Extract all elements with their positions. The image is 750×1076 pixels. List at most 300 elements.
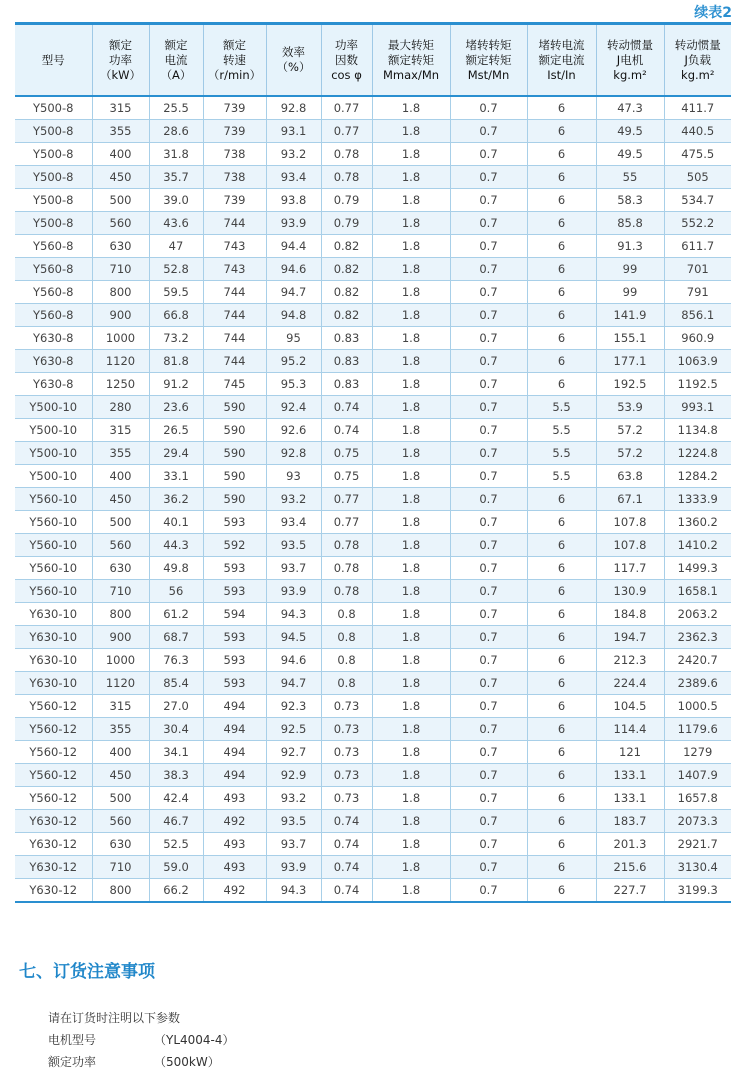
table-cell: 47.3 (596, 96, 664, 120)
table-cell: 92.9 (266, 764, 321, 787)
table-cell: 92.5 (266, 718, 321, 741)
table-cell: Y500-8 (15, 143, 92, 166)
table-cell: Y500-8 (15, 189, 92, 212)
table-cell: 900 (92, 626, 149, 649)
table-row (15, 787, 731, 810)
column-header-line: J负载 (684, 52, 711, 67)
table-cell: 1658.1 (664, 580, 731, 603)
table-cell: 0.82 (321, 304, 372, 327)
table-cell: 66.2 (149, 879, 203, 903)
table-cell: 0.83 (321, 373, 372, 396)
table-cell: 744 (203, 281, 266, 304)
table-cell: 107.8 (596, 534, 664, 557)
table-cell: 1.8 (372, 120, 450, 143)
table-cell: 93.7 (266, 557, 321, 580)
table-cell: 1.8 (372, 465, 450, 488)
column-header-line: 堵转电流 (538, 37, 585, 52)
table-cell: 6 (527, 511, 596, 534)
table-cell: 94.8 (266, 304, 321, 327)
table-row (15, 304, 731, 327)
column-header (92, 24, 149, 97)
table-cell: 1360.2 (664, 511, 731, 534)
table-cell: 38.3 (149, 764, 203, 787)
table-cell: 1.8 (372, 143, 450, 166)
table-cell: 0.7 (450, 166, 527, 189)
table-cell: 1.8 (372, 764, 450, 787)
table-cell: 492 (203, 810, 266, 833)
table-cell: 493 (203, 833, 266, 856)
table-row (15, 258, 731, 281)
table-cell: 6 (527, 764, 596, 787)
table-cell: 593 (203, 580, 266, 603)
table-cell: 0.77 (321, 488, 372, 511)
table-row (15, 649, 731, 672)
table-cell: 155.1 (596, 327, 664, 350)
table-cell: 94.3 (266, 879, 321, 903)
table-cell: Y560-10 (15, 534, 92, 557)
table-cell: 440.5 (664, 120, 731, 143)
table-cell: 224.4 (596, 672, 664, 695)
table-cell: Y560-12 (15, 741, 92, 764)
table-cell: 560 (92, 212, 149, 235)
table-cell: 1.8 (372, 281, 450, 304)
table-cell: 0.7 (450, 856, 527, 879)
table-cell: 0.7 (450, 120, 527, 143)
table-cell: 6 (527, 879, 596, 903)
table-cell: 1000 (92, 649, 149, 672)
table-cell: 1.8 (372, 373, 450, 396)
table-cell: 30.4 (149, 718, 203, 741)
table-cell: 743 (203, 258, 266, 281)
table-cell: 6 (527, 626, 596, 649)
table-cell: 744 (203, 327, 266, 350)
table-cell: 738 (203, 143, 266, 166)
table-cell: 590 (203, 419, 266, 442)
table-cell: 2389.6 (664, 672, 731, 695)
table-row (15, 373, 731, 396)
table-cell: Y630-12 (15, 879, 92, 903)
order-notes-intro: 请在订货时注明以下参数 (48, 1011, 181, 1025)
table-cell: 611.7 (664, 235, 731, 258)
table-cell: 94.4 (266, 235, 321, 258)
table-cell: 1250 (92, 373, 149, 396)
table-cell: 26.5 (149, 419, 203, 442)
table-cell: 355 (92, 120, 149, 143)
table-cell: 744 (203, 212, 266, 235)
column-header-line: （%） (276, 60, 311, 74)
table-cell: 2420.7 (664, 649, 731, 672)
table-row (15, 189, 731, 212)
column-header-line: 转速 (223, 52, 246, 67)
table-cell: 744 (203, 304, 266, 327)
table-cell: 1000.5 (664, 695, 731, 718)
table-cell: 856.1 (664, 304, 731, 327)
table-cell: 94.7 (266, 672, 321, 695)
table-cell: 63.8 (596, 465, 664, 488)
order-note-value: （YL4004-4） (154, 1033, 235, 1047)
table-cell: 1179.6 (664, 718, 731, 741)
table-cell: 6 (527, 580, 596, 603)
table-cell: 0.77 (321, 511, 372, 534)
table-cell: 57.2 (596, 419, 664, 442)
table-cell: 1.8 (372, 672, 450, 695)
table-cell: 1333.9 (664, 488, 731, 511)
table-cell: 593 (203, 511, 266, 534)
table-cell: 0.74 (321, 396, 372, 419)
table-cell: 6 (527, 557, 596, 580)
table-cell: 1.8 (372, 626, 450, 649)
table-cell: 93.2 (266, 143, 321, 166)
table-cell: 5.5 (527, 419, 596, 442)
table-cell: 93.9 (266, 580, 321, 603)
table-cell: 92.7 (266, 741, 321, 764)
column-header-line: （kW） (99, 67, 142, 82)
table-cell: 1.8 (372, 557, 450, 580)
table-row (15, 626, 731, 649)
table-cell: 0.75 (321, 465, 372, 488)
table-cell: 0.7 (450, 672, 527, 695)
table-cell: 0.7 (450, 879, 527, 903)
table-cell: 0.7 (450, 212, 527, 235)
table-cell: 183.7 (596, 810, 664, 833)
table-cell: Y500-10 (15, 465, 92, 488)
table-cell: 505 (664, 166, 731, 189)
table-cell: 81.8 (149, 350, 203, 373)
table-cell: 0.8 (321, 672, 372, 695)
table-cell: 0.78 (321, 557, 372, 580)
table-cell: 56 (149, 580, 203, 603)
table-cell: 0.7 (450, 557, 527, 580)
table-cell: 34.1 (149, 741, 203, 764)
table-cell: 42.4 (149, 787, 203, 810)
table-cell: 1410.2 (664, 534, 731, 557)
table-cell: 2073.3 (664, 810, 731, 833)
table-cell: 3199.3 (664, 879, 731, 903)
table-cell: 355 (92, 718, 149, 741)
table-cell: Y630-8 (15, 373, 92, 396)
table-cell: 0.7 (450, 810, 527, 833)
table-cell: Y560-8 (15, 258, 92, 281)
table-cell: 6 (527, 120, 596, 143)
table-cell: 1499.3 (664, 557, 731, 580)
table-cell: 93.9 (266, 856, 321, 879)
table-cell: Y630-10 (15, 626, 92, 649)
table-cell: Y500-10 (15, 419, 92, 442)
table-cell: 192.5 (596, 373, 664, 396)
table-cell: Y560-12 (15, 695, 92, 718)
table-cell: Y500-10 (15, 442, 92, 465)
table-cell: 1.8 (372, 442, 450, 465)
table-cell: 594 (203, 603, 266, 626)
table-cell: 0.7 (450, 488, 527, 511)
table-cell: 411.7 (664, 96, 731, 120)
table-cell: 590 (203, 488, 266, 511)
table-cell: 0.7 (450, 741, 527, 764)
table-cell: 1.8 (372, 695, 450, 718)
table-cell: 800 (92, 879, 149, 903)
column-header-line: 转动惯量 (607, 37, 653, 52)
table-cell: 0.73 (321, 718, 372, 741)
table-cell: 117.7 (596, 557, 664, 580)
table-cell: 99 (596, 281, 664, 304)
column-header-line: （r/min） (207, 67, 262, 82)
table-cell: 93.2 (266, 787, 321, 810)
table-cell: 49.8 (149, 557, 203, 580)
table-cell: 94.5 (266, 626, 321, 649)
table-cell: 93.7 (266, 833, 321, 856)
table-cell: Y560-8 (15, 281, 92, 304)
table-cell: 2921.7 (664, 833, 731, 856)
table-cell: 630 (92, 235, 149, 258)
table-cell: 1.8 (372, 258, 450, 281)
table-cell: 59.0 (149, 856, 203, 879)
table-cell: 76.3 (149, 649, 203, 672)
table-cell: 29.4 (149, 442, 203, 465)
table-cell: 0.79 (321, 212, 372, 235)
table-cell: 0.83 (321, 350, 372, 373)
table-cell: Y560-10 (15, 488, 92, 511)
table-cell: 1.8 (372, 419, 450, 442)
column-header (15, 24, 92, 97)
table-cell: 6 (527, 166, 596, 189)
table-cell: 52.5 (149, 833, 203, 856)
motor-spec-table (15, 22, 731, 903)
column-header (149, 24, 203, 97)
table-cell: 450 (92, 488, 149, 511)
table-cell: 93 (266, 465, 321, 488)
table-cell: 107.8 (596, 511, 664, 534)
column-header (596, 24, 664, 97)
table-cell: 33.1 (149, 465, 203, 488)
column-header-line: Mmax/Mn (382, 67, 440, 82)
column-header-line: 额定电流 (538, 52, 585, 67)
table-cell: Y560-10 (15, 557, 92, 580)
table-cell: 0.7 (450, 649, 527, 672)
column-header-line: 额定转矩 (465, 52, 512, 67)
table-cell: 745 (203, 373, 266, 396)
table-cell: 6 (527, 856, 596, 879)
table-cell: 593 (203, 672, 266, 695)
table-cell: 0.7 (450, 787, 527, 810)
table-cell: 0.7 (450, 511, 527, 534)
table-row (15, 764, 731, 787)
table-cell: 560 (92, 534, 149, 557)
table-cell: 85.4 (149, 672, 203, 695)
table-cell: 1.8 (372, 212, 450, 235)
table-cell: 93.1 (266, 120, 321, 143)
table-cell: 1.8 (372, 879, 450, 903)
table-cell: 49.5 (596, 120, 664, 143)
table-cell: 0.7 (450, 603, 527, 626)
table-cell: 475.5 (664, 143, 731, 166)
table-cell: 43.6 (149, 212, 203, 235)
table-cell: 177.1 (596, 350, 664, 373)
table-cell: Y630-12 (15, 810, 92, 833)
table-cell: 1.8 (372, 603, 450, 626)
table-cell: 194.7 (596, 626, 664, 649)
table-cell: 6 (527, 787, 596, 810)
table-row (15, 695, 731, 718)
table-cell: 95 (266, 327, 321, 350)
table-cell: 93.5 (266, 534, 321, 557)
table-cell: Y630-8 (15, 327, 92, 350)
table-cell: 590 (203, 442, 266, 465)
header-row (15, 24, 731, 97)
table-cell: 701 (664, 258, 731, 281)
table-cell: 0.74 (321, 879, 372, 903)
table-cell: 0.82 (321, 281, 372, 304)
table-cell: 590 (203, 465, 266, 488)
table-cell: 5.5 (527, 396, 596, 419)
table-cell: 25.5 (149, 96, 203, 120)
table-cell: 450 (92, 166, 149, 189)
column-header-line: （A） (160, 67, 192, 82)
table-cell: 39.0 (149, 189, 203, 212)
column-header-line: 功率 (335, 37, 358, 52)
table-cell: 1120 (92, 672, 149, 695)
table-cell: 212.3 (596, 649, 664, 672)
order-note-value: （500kW） (154, 1055, 220, 1069)
table-cell: 494 (203, 741, 266, 764)
column-header-line: 额定 (223, 37, 246, 52)
table-cell: 710 (92, 258, 149, 281)
table-cell: 93.8 (266, 189, 321, 212)
table-cell: Y560-10 (15, 580, 92, 603)
column-header-line: J电机 (616, 52, 644, 67)
table-cell: 5.5 (527, 465, 596, 488)
order-note-item (48, 1029, 235, 1051)
table-row (15, 96, 731, 120)
table-cell: Y560-10 (15, 511, 92, 534)
table-cell: 0.7 (450, 419, 527, 442)
table-cell: 6 (527, 189, 596, 212)
table-cell: 0.82 (321, 258, 372, 281)
table-cell: 0.7 (450, 143, 527, 166)
table-cell: 94.3 (266, 603, 321, 626)
column-header-line: 型号 (41, 52, 65, 67)
table-cell: 494 (203, 695, 266, 718)
table-cell: Y500-10 (15, 396, 92, 419)
table-cell: 184.8 (596, 603, 664, 626)
table-cell: 0.7 (450, 534, 527, 557)
table-row (15, 580, 731, 603)
table-cell: 630 (92, 833, 149, 856)
table-cell: 0.7 (450, 258, 527, 281)
table-cell: 93.4 (266, 511, 321, 534)
column-header-line: kg.m² (681, 67, 715, 82)
table-cell: 0.75 (321, 442, 372, 465)
table-cell: 133.1 (596, 787, 664, 810)
table-cell: 0.7 (450, 580, 527, 603)
table-cell: 6 (527, 810, 596, 833)
column-header-line: Ist/In (547, 67, 576, 82)
table-row (15, 672, 731, 695)
table-cell: 6 (527, 741, 596, 764)
table-cell: 0.7 (450, 764, 527, 787)
table-cell: 552.2 (664, 212, 731, 235)
table-cell: 1.8 (372, 718, 450, 741)
table-cell: 141.9 (596, 304, 664, 327)
column-header-line: Mst/Mn (467, 67, 510, 82)
table-cell: 0.77 (321, 96, 372, 120)
table-cell: 59.5 (149, 281, 203, 304)
table-cell: 93.5 (266, 810, 321, 833)
table-cell: 1.8 (372, 327, 450, 350)
table-cell: 92.4 (266, 396, 321, 419)
column-header-line: 转动惯量 (674, 37, 721, 52)
table-cell: Y630-10 (15, 649, 92, 672)
table-continued-label: 续表2 (694, 5, 732, 21)
table-cell: 5.5 (527, 442, 596, 465)
table-row (15, 166, 731, 189)
order-note-item (48, 1051, 235, 1073)
table-cell: 0.74 (321, 856, 372, 879)
order-note-label: 额定功率 (48, 1055, 97, 1069)
table-row (15, 718, 731, 741)
table-cell: 1.8 (372, 350, 450, 373)
table-cell: 0.7 (450, 718, 527, 741)
table-cell: 494 (203, 764, 266, 787)
table-cell: 738 (203, 166, 266, 189)
column-header-line: kg.m² (613, 67, 647, 82)
table-cell: 35.7 (149, 166, 203, 189)
table-cell: 6 (527, 603, 596, 626)
table-row (15, 419, 731, 442)
table-cell: 0.7 (450, 327, 527, 350)
column-header-line: 额定 (164, 37, 188, 52)
table-cell: 133.1 (596, 764, 664, 787)
table-cell: 94.6 (266, 258, 321, 281)
table-cell: 114.4 (596, 718, 664, 741)
table-row (15, 741, 731, 764)
table-cell: 23.6 (149, 396, 203, 419)
table-cell: 93.9 (266, 212, 321, 235)
table-cell: Y630-12 (15, 833, 92, 856)
table-cell: 2063.2 (664, 603, 731, 626)
table-cell: 592 (203, 534, 266, 557)
table-cell: Y630-10 (15, 603, 92, 626)
table-cell: 0.73 (321, 787, 372, 810)
table-cell: 355 (92, 442, 149, 465)
column-header (664, 24, 731, 97)
table-cell: 0.7 (450, 626, 527, 649)
table-cell: Y560-12 (15, 764, 92, 787)
table-row (15, 856, 731, 879)
table-cell: 1284.2 (664, 465, 731, 488)
table-cell: 791 (664, 281, 731, 304)
table-cell: 710 (92, 856, 149, 879)
table-cell: 593 (203, 649, 266, 672)
table-row (15, 465, 731, 488)
table-cell: 500 (92, 787, 149, 810)
table-row (15, 557, 731, 580)
table-row (15, 879, 731, 903)
table-cell: 6 (527, 534, 596, 557)
table-cell: 280 (92, 396, 149, 419)
table-cell: 0.73 (321, 764, 372, 787)
column-header (203, 24, 266, 97)
table-cell: Y500-8 (15, 120, 92, 143)
table-cell: 66.8 (149, 304, 203, 327)
table-cell: Y560-8 (15, 235, 92, 258)
table-cell: Y630-10 (15, 672, 92, 695)
table-cell: 739 (203, 189, 266, 212)
table-cell: 93.4 (266, 166, 321, 189)
table-cell: 40.1 (149, 511, 203, 534)
table-cell: 91.2 (149, 373, 203, 396)
table-cell: 3130.4 (664, 856, 731, 879)
table-cell: Y630-12 (15, 856, 92, 879)
